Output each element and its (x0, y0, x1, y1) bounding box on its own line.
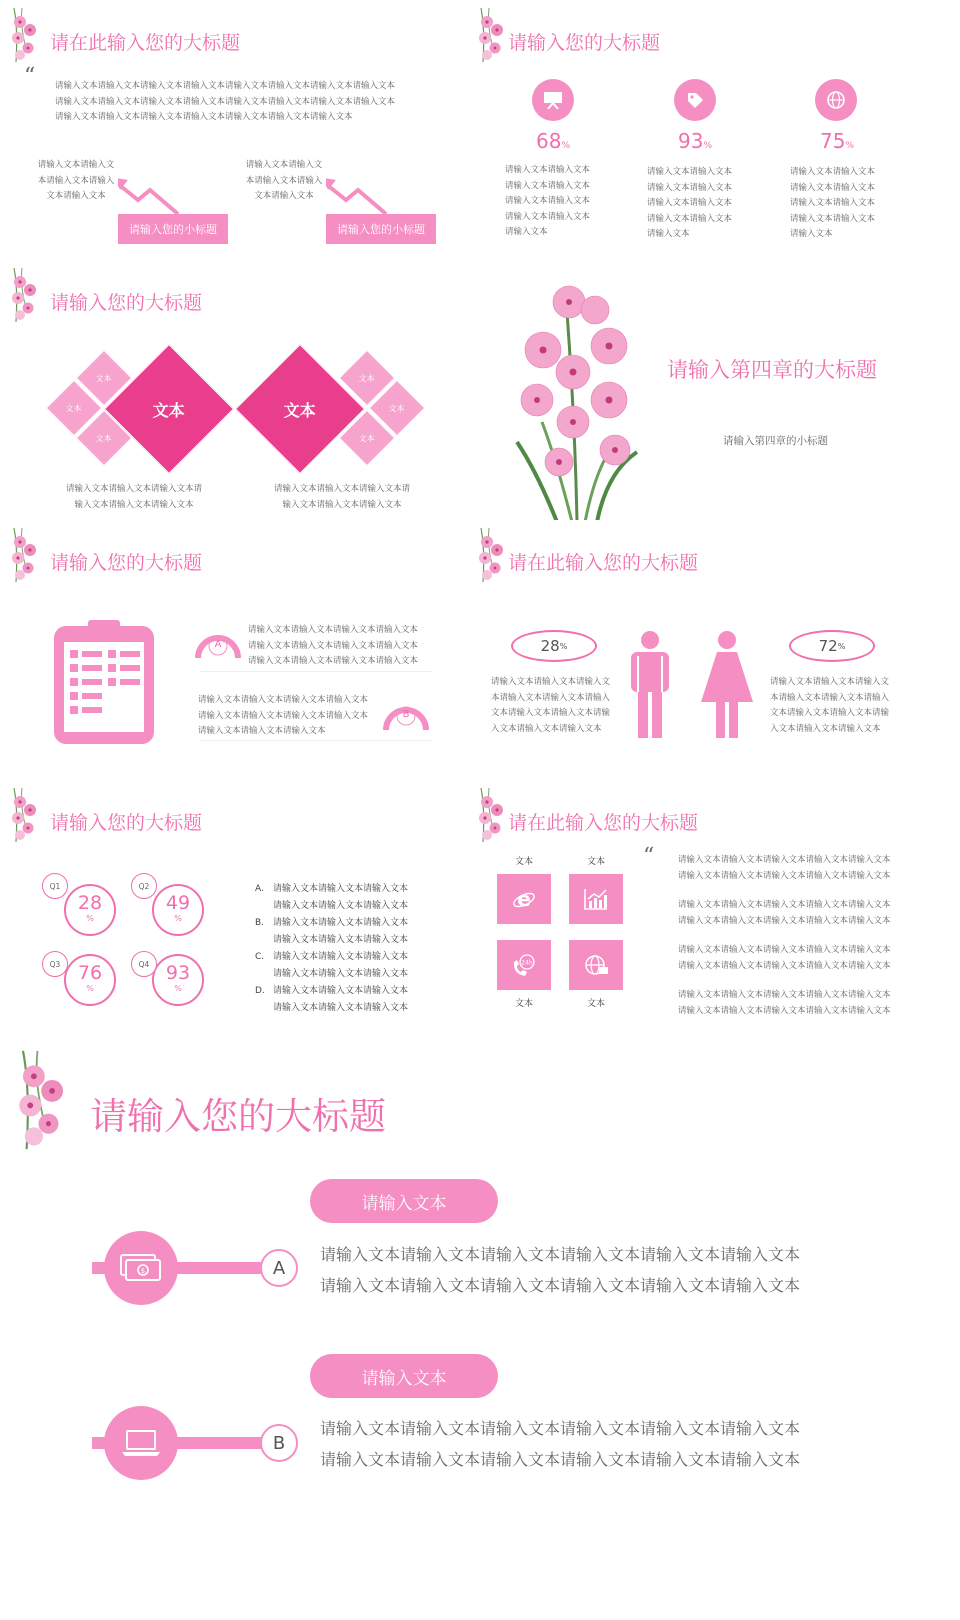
q-circle: 76 % (64, 954, 116, 1006)
percentage-value: 93% (677, 129, 712, 153)
price-tag-icon (674, 79, 716, 121)
diamond-large: 文本 (104, 344, 234, 474)
24h-phone-icon (497, 940, 551, 990)
q-badge: Q4 (131, 951, 157, 977)
slide-8 (467, 780, 927, 1035)
svg-text:$: $ (140, 1267, 146, 1275)
point-b-text: 请输入文本请输入文本请输入文本请输入文本 请输入文本请输入文本请输入文本请输入文本 请输入文本请输入文本请输入文本 (198, 695, 369, 736)
slide-title: 请输入您的大标题 (90, 1095, 386, 1138)
diamond-large: 文本 (235, 344, 365, 474)
clipboard-icon (54, 620, 154, 744)
right-text: 请输入文本请输入文本请输入文 本请输入文本请输入文本请输入 文本请输入文本请输入文本请输 入文本请输入文本请输入文本 (770, 677, 890, 734)
letter-circle: A (260, 1249, 298, 1287)
q-badge: Q3 (42, 951, 68, 977)
divider (200, 740, 432, 741)
diamond-small: 文本 (76, 410, 133, 467)
orchid-decoration-icon (8, 8, 42, 62)
diamond-small: 文本 (76, 350, 133, 407)
slide-9 (0, 1040, 935, 1600)
slide-5 (0, 520, 460, 775)
slide-title: 请输入您的大标题 (508, 32, 661, 54)
svg-text:e: e (517, 887, 531, 911)
paragraph: 请输入文本请输入文本请输入文本请输入文本请输入文本请输入文本请输入文本请输入文本 请输入文本请输入文本请输入文本请输入文本请输入文本请输入文本请输入文本请输入文本 请输入文本请输入文本请输入文本请输入文本请输入文本请输入文本请输入文本 (55, 81, 396, 122)
left-text: 请输入文本请输入文本请输入文 本请输入文本请输入文本请输入 文本请输入文本请输入文本请输 入文本请输入文本请输入文本 (491, 677, 611, 734)
pill-label: 请输入文本 (310, 1179, 498, 1223)
ie-browser-icon (497, 874, 551, 924)
svg-text:24h: 24h (521, 959, 533, 967)
percentage-ellipse: 72 % (789, 630, 875, 662)
zigzag-arrow-icon (118, 178, 180, 216)
percentage-value: 75% (819, 129, 854, 153)
letter-badge: B (402, 709, 410, 720)
orchid-illustration-icon (497, 272, 667, 522)
slide-title: 请在此输入您的大标题 (508, 812, 699, 834)
tile-label: 文本 (586, 857, 605, 867)
point-a-text: 请输入文本请输入文本请输入文本请输入文本 请输入文本请输入文本请输入文本请输入文本 请输入文本请输入文本请输入文本请输入文本 (248, 625, 419, 666)
slide-title: 请输入您的大标题 (50, 552, 203, 574)
paragraph-list: 请输入文本请输入文本请输入文本请输入文本请输入文本 请输入文本请输入文本请输入文本请输入文本请输入文本 请输入文本请输入文本请输入文本请输入文本请输入文本 请输入文本请输入文本请输入文本请输入文本请输入文本 请输入文本请输入文本请输入文本请输入文本请输入文本 请输入文本请输入文本请输入文本请输入文本请输入文本 请输入文本请输入文本请输入文本请输入文本请输入文本 请输入文本请输入文本请输入文本请输入文本请输入文本 (678, 855, 891, 1016)
pill-label: 请输入文本 (310, 1354, 498, 1398)
letter-circle: B (260, 1424, 298, 1462)
laptop-icon (104, 1406, 178, 1480)
row-text: 请输入文本请输入文本请输入文本请输入文本请输入文本请输入文本 请输入文本请输入文本请输入文本请输入文本请输入文本请输入文本 (320, 1419, 801, 1469)
orchid-decoration-icon (8, 268, 42, 322)
slide-4 (467, 260, 927, 522)
chapter-subtitle: 请输入第四章的小标题 (723, 435, 828, 447)
web-globe-icon (569, 940, 623, 990)
subtitle-box: 请输入您的小标题 (118, 214, 228, 244)
row-text: 请输入文本请输入文本请输入文本请输入文本请输入文本请输入文本 请输入文本请输入文本请输入文本请输入文本请输入文本请输入文本 (320, 1245, 801, 1295)
orchid-decoration-icon (475, 8, 509, 62)
growth-chart-icon (569, 874, 623, 924)
money-icon (104, 1231, 178, 1305)
subtitle-box: 请输入您的小标题 (326, 214, 436, 244)
diamond-small: 文本 (369, 380, 426, 437)
q-circle: 93 % (152, 954, 204, 1006)
text-block: 请输入文本请输入文 本请输入文本请输入 文本请输入文本 (37, 160, 115, 201)
quote-mark-icon: “ (643, 844, 655, 869)
tile-label: 文本 (514, 857, 533, 867)
q-badge: Q1 (42, 873, 68, 899)
caption: 请输入文本请输入文本请输入文本请 输入文本请输入文本请输入文本 (65, 484, 202, 510)
slide-title: 请输入您的大标题 (50, 812, 203, 834)
item-text: 请输入文本请输入文本 请输入文本请输入文本 请输入文本请输入文本 请输入文本请输入文本 请输入文本 (647, 167, 733, 239)
quote-mark-icon: “ (24, 64, 36, 89)
text-block: 请输入文本请输入文 本请输入文本请输入 文本请输入文本 (245, 160, 323, 201)
globe-icon (815, 79, 857, 121)
q-circle: 49 % (152, 884, 204, 936)
orchid-decoration-icon (475, 788, 509, 842)
zigzag-arrow-icon (326, 178, 388, 216)
chapter-title: 请输入第四章的大标题 (667, 358, 877, 382)
divider (200, 671, 432, 672)
slide-2 (467, 0, 927, 255)
orchid-decoration-icon (8, 528, 42, 582)
presentation-board-icon (532, 79, 574, 121)
slide-3 (0, 260, 460, 515)
tile-label: 文本 (514, 999, 533, 1009)
diamond-small: 文本 (339, 350, 396, 407)
tile-label: 文本 (586, 999, 605, 1009)
q-badge: Q2 (131, 873, 157, 899)
letter-badge: A (214, 639, 222, 650)
caption: 请输入文本请输入文本请输入文本请 输入文本请输入文本请输入文本 (273, 484, 410, 510)
slide-7 (0, 780, 460, 1035)
slide-title: 请在此输入您的大标题 (508, 552, 699, 574)
diamond-small: 文本 (46, 380, 103, 437)
percentage-value: 68% (535, 129, 570, 153)
orchid-decoration-icon (12, 1046, 74, 1154)
slide-title: 请在此输入您的大标题 (50, 32, 241, 54)
item-text: 请输入文本请输入文本 请输入文本请输入文本 请输入文本请输入文本 请输入文本请输入文本 请输入文本 (505, 165, 591, 237)
male-figure-icon (627, 630, 673, 740)
female-figure-icon (699, 630, 755, 740)
slide-6 (467, 520, 927, 775)
item-text: 请输入文本请输入文本 请输入文本请输入文本 请输入文本请输入文本 请输入文本请输入文本 请输入文本 (790, 167, 876, 239)
percentage-ellipse: 28 % (511, 630, 597, 662)
diamond-small: 文本 (339, 410, 396, 467)
lettered-list: A. 请输入文本请输入文本请输入文本 请输入文本请输入文本请输入文本 B. 请输入文本请输入文本请输入文本 请输入文本请输入文本请输入文本 C. 请输入文本请输入文本请输入文本 请输入文本请输入文本请输入文本 D. 请输入文本请输入文本请输入文本 请输入文本请输入文本请输入文本 (255, 884, 409, 1013)
q-circle: 28 % (64, 884, 116, 936)
slide-1 (0, 0, 460, 255)
orchid-decoration-icon (8, 788, 42, 842)
slide-title: 请输入您的大标题 (50, 292, 203, 314)
orchid-decoration-icon (475, 528, 509, 582)
